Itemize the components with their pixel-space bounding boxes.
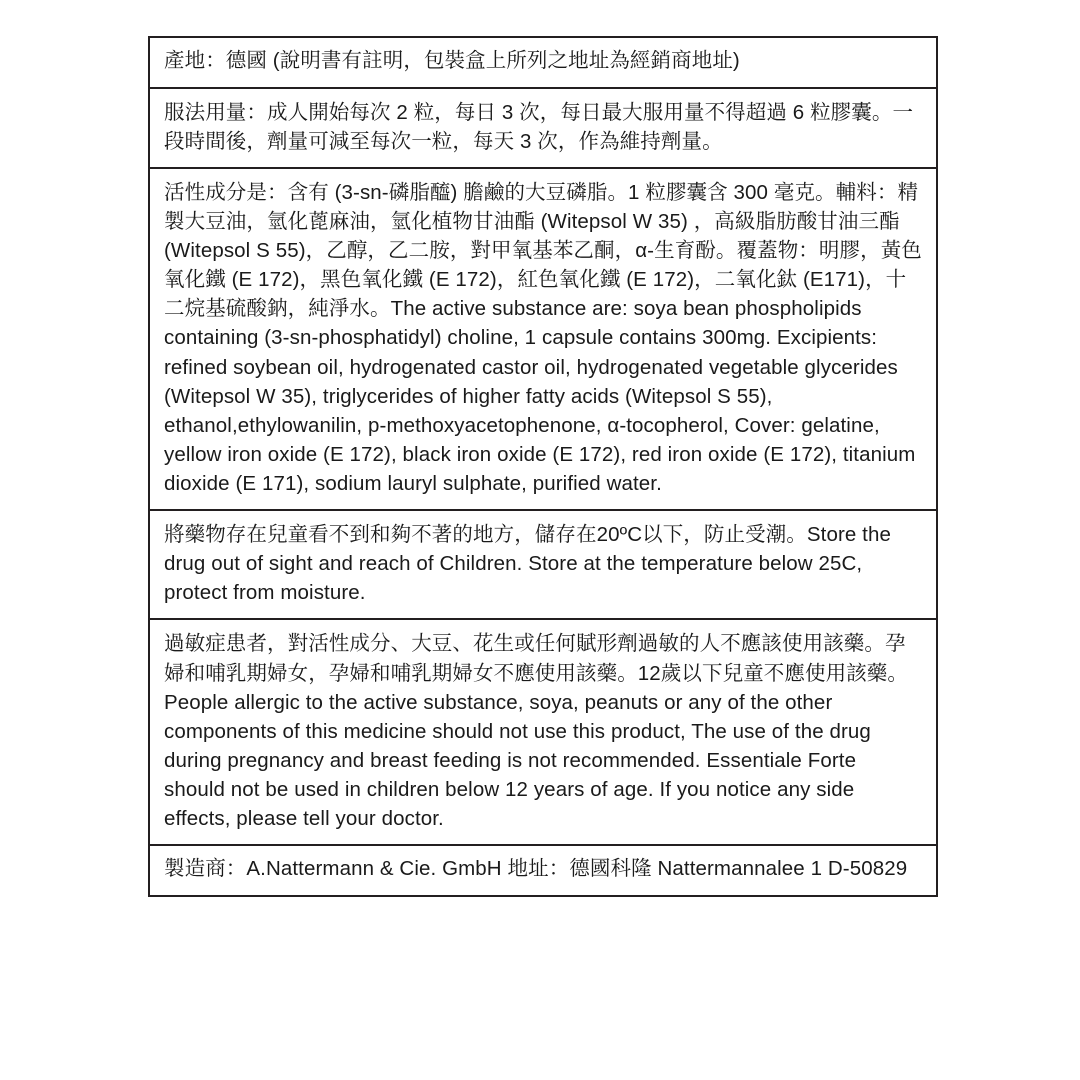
table-row-origin: [150, 38, 936, 89]
warnings-text: 過敏症患者，對活性成分、大豆、花生或任何賦形劑過敏的人不應該使用該藥。孕婦和哺乳期婦女，孕婦和哺乳期婦女不應使用該藥。12歲以下兒童不應使用該藥。People allergic to the active substance, soya, peanuts or any of the other components of this medicine should not use this product, The use of the drug during pregnancy and breast feeding is not recommended. Essentiale Forte should not be used in children below 12 years of age. If you notice any side effects, please tell your doctor.: [164, 632, 908, 831]
origin-text: 產地：德國 (說明書有註明，包裝盒上所列之地址為經銷商地址): [164, 49, 740, 72]
manufacturer-text: 製造商：A.Nattermann & Cie. GmbH 地址：德國科隆 Nattermannalee 1 D-50829: [164, 857, 908, 881]
table-row-dosage: [150, 89, 936, 169]
dosage-text: 服法用量：成人開始每次 2 粒，每日 3 次，每日最大服用量不得超過 6 粒膠囊。一段時間後，劑量可減至每次一粒，每天 3 次，作為維持劑量。: [164, 100, 914, 153]
storage-text: 將藥物存在兒童看不到和夠不著的地方，儲存在20ºC以下，防止受潮。Store the drug out of sight and reach of Children. Store at the temperature below 25C, protect from moisture.: [164, 523, 891, 605]
ingredients-text: 活性成分是：含有 (3-sn-磷脂醯) 膽鹼的大豆磷脂。1 粒膠囊含 300 毫克。輔料：精製大豆油，氫化蓖麻油，氫化植物甘油酯 (Witepsol W 35) ，高級脂肪酸甘油三酯 (Witepsol S 55)，乙醇，乙二胺，對甲氧基苯乙酮，α-生育酚。覆蓋物：明膠，黃色氧化鐵 (E 172)，黑色氧化鐵 (E 172)，紅色氧化鐵 (E 172)，二氧化鈦 (E171)，十二烷基硫酸鈉，純淨水。The active substance are: soya bean phospholipids containing (3-sn-phosphatidyl) choline, 1 capsule contains 300mg. Excipients: refined soybean oil, hydrogenated castor oil, hydrogenated vegetable glycerides (Witepsol W 35), triglycerides of higher fatty acids (Witepsol S 55), ethanol,ethylowanilin, p-methoxyacetophenone, α-tocopherol, Cover: gelatine, yellow iron oxide (E 172), black iron oxide (E 172), red iron oxide (E 172), titanium dioxide (E 171), sodium lauryl sulphate, purified water.: [164, 180, 922, 495]
table-row-ingredients: [150, 169, 936, 511]
table-row-warnings: [150, 620, 936, 846]
table-row-storage: [150, 511, 936, 620]
label-table: [148, 36, 938, 897]
table-row-manufacturer: [150, 846, 936, 895]
